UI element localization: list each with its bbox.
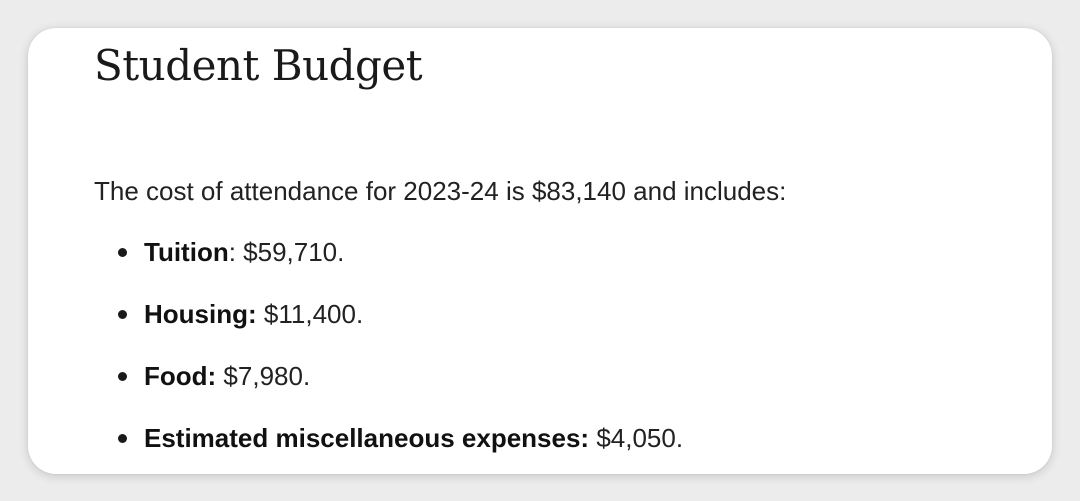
budget-item-misc [118,420,683,474]
item-value: $7,980. [223,361,311,391]
bullet-icon [118,434,127,443]
budget-card [28,28,1052,474]
item-separator [257,299,264,329]
item-value: $11,400. [263,299,364,329]
page-title: Student Budget [94,41,423,90]
bullet-icon [118,248,127,257]
item-separator: : [228,237,244,267]
budget-list [118,234,683,474]
bullet-icon [118,372,127,381]
item-value: $4,050. [596,423,684,453]
budget-item-housing [118,296,683,358]
item-label: Housing: [144,299,257,329]
budget-item-tuition [118,234,683,296]
item-label: Food: [144,361,217,391]
budget-item-food [118,358,683,420]
item-value: $59,710. [243,237,345,267]
item-label: Tuition [144,237,229,267]
bullet-icon [118,310,127,319]
intro-text: The cost of attendance for 2023-24 is $83,140 and includes: [94,176,787,206]
item-label: Estimated miscellaneous expenses: [144,423,590,453]
